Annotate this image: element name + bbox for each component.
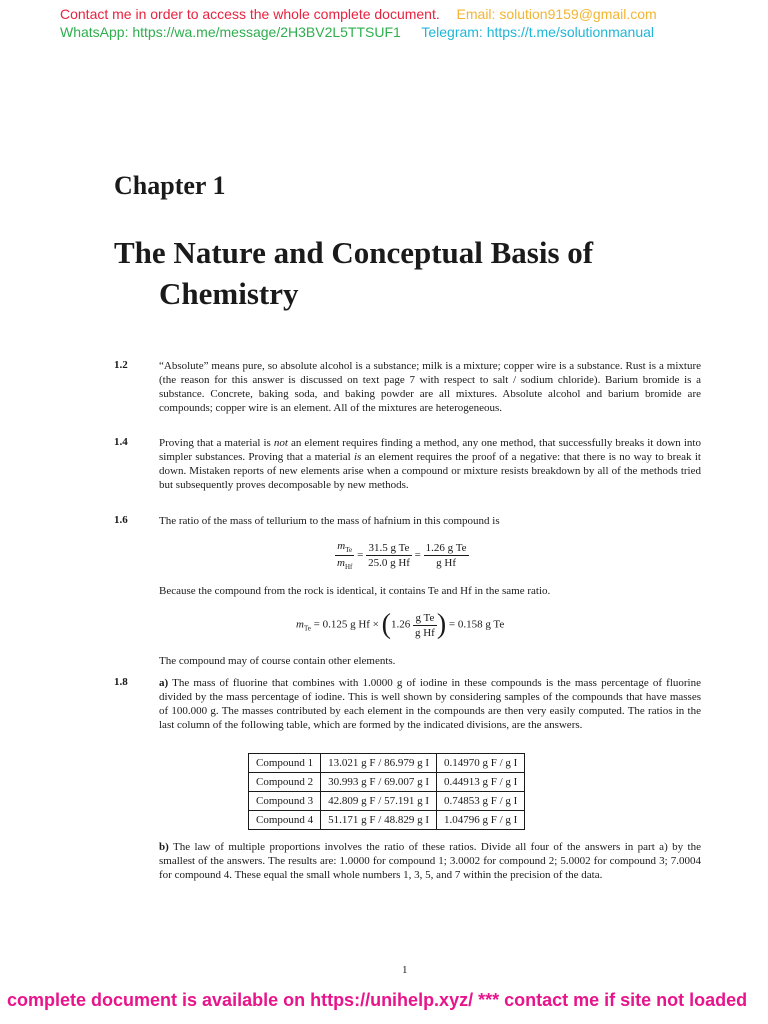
footer-promo-link[interactable]: complete document is available on https://unihelp.xyz/ *** contact me if site not loaded: [7, 990, 748, 1010]
table-cell: 51.171 g F / 48.829 g I: [321, 811, 437, 830]
problem-1-8-part-a: a) The mass of fluorine that combines with 1.0000 g of iodine in these compounds is the mass percentage of fluorine divided by the mass percentage of iodine. This is well shown by considering samples of the compounds that have masses of 100.000 g. The masses contributed by each element in the compounds are then very easily computed. The ratios in the last column of the following table, which are formed by the indicated divisions, are the answers.: [159, 677, 701, 731]
page-number: 1: [402, 964, 408, 976]
table-cell: Compound 1: [249, 754, 321, 773]
problem-1-4-text: Proving that a material is not an element requires finding a method, any one method, that successfully breaks it down into simpler substances. Proving that a material is an element requires the proof of a negative: that there is no way to break it down. Mistaken reports of new elements arise when a compound or mixture resists breakdown by all of the methods tried but subsequently proves decomposable by new methods.: [159, 437, 701, 491]
table-cell: 13.021 g F / 86.979 g I: [321, 754, 437, 773]
chapter-title: [114, 232, 724, 314]
problem-1-6-intro: The ratio of the mass of tellurium to the mass of hafnium in this compound is: [159, 515, 500, 527]
problem-number: 1.4: [114, 436, 128, 448]
table-cell: 1.04796 g F / g I: [437, 811, 525, 830]
table-cell: 42.809 g F / 57.191 g I: [321, 792, 437, 811]
promo-line-1: [60, 6, 657, 22]
fluorine-iodine-table: [248, 753, 525, 830]
table-cell: Compound 2: [249, 773, 321, 792]
table-row: [249, 754, 525, 773]
table-row: [249, 811, 525, 830]
table-row: [249, 773, 525, 792]
promo-line-2: [60, 24, 654, 40]
table-cell: 0.44913 g F / g I: [437, 773, 525, 792]
telegram-link[interactable]: Telegram: https://t.me/solutionmanual: [421, 24, 655, 40]
table-cell: Compound 4: [249, 811, 321, 830]
problem-1-8-part-b: b) The law of multiple proportions involves the ratio of these ratios. Divide all four of the answers in part a) by the smallest of the answers. The results are: 1.0000 for compound 1; 3.0002 for compound 2; 5.0002 for compound 3; 7.0004 for compound 4. These equal the small whole numbers 1, 3, 5, and 7 within the precision of the data.: [159, 841, 701, 881]
table-row: [249, 792, 525, 811]
contact-text: Contact me in order to access the whole complete document.: [60, 6, 440, 22]
chapter-title-line-1: The Nature and Conceptual Basis of: [114, 235, 594, 270]
problem-number: 1.8: [114, 676, 128, 688]
table-cell: Compound 3: [249, 792, 321, 811]
problem-number: 1.2: [114, 359, 128, 371]
equation-mass: $m_{Te} = 0.125$ g Hf × (1.26 $\frac{\text{g Te}}{\text{g Hf}}$ ) = 0.158 g Te: [296, 609, 505, 640]
table-cell: 30.993 g F / 69.007 g I: [321, 773, 437, 792]
chapter-title-line-2: Chemistry: [159, 276, 299, 311]
table-cell: 0.74853 g F / g I: [437, 792, 525, 811]
problem-1-6-middle: Because the compound from the rock is identical, it contains Te and Hf in the same ratio.: [159, 585, 551, 597]
table-cell: 0.14970 g F / g I: [437, 754, 525, 773]
email-link[interactable]: Email: solution9159@gmail.com: [456, 6, 657, 22]
problem-1-6-closing: The compound may of course contain other elements.: [159, 655, 396, 667]
chapter-label: Chapter 1: [114, 171, 226, 200]
problem-1-2-text: “Absolute” means pure, so absolute alcohol is a substance; milk is a mixture; copper wire is a substance. Rust is a mixture (the reason for this answer is discussed on text page 7 with respect to salt / sodium chloride). Barium bromide is a substance. Concrete, baking soda, and baking powder are all mixtures. Absolute alcohol and barium bromide are compounds; copper wire is an element. All of the mixtures are heterogeneous.: [159, 360, 701, 414]
problem-number: 1.6: [114, 514, 128, 526]
equation-ratio: $\frac{m_{Te}}{m_{Hf}}$ = $\frac{\text{31.5 g Te}}{\text{25.0 g Hf}}$ = $\frac{\text{1.26 g Te}}{\text{g Hf}}$: [337, 540, 467, 572]
whatsapp-link[interactable]: WhatsApp: https://wa.me/message/2H3BV2L5TTSUF1: [60, 24, 401, 40]
